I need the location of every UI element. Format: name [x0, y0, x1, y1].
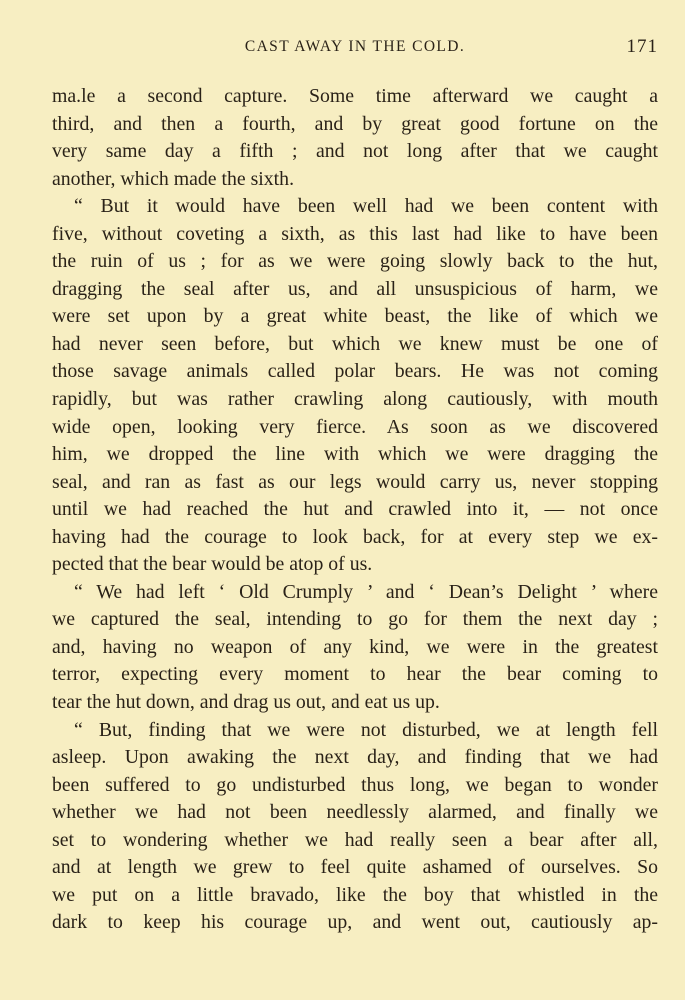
- text-line: the ruin of us ; for as we were going slowly back to the hut,: [52, 250, 658, 273]
- text-line: dark to keep his courage up, and went out, cautiously ap-: [52, 911, 658, 934]
- text-line: those savage animals called polar bears. He was not coming: [52, 360, 658, 383]
- text-line: wide open, looking very fierce. As soon as we discovered: [52, 415, 658, 438]
- text-line: “ But it would have been well had we been content with: [74, 195, 658, 218]
- text-line: dragging the seal after us, and all unsuspicious of harm, we: [52, 277, 658, 300]
- text-line: terror, expecting every moment to hear the bear coming to: [52, 663, 658, 686]
- text-line: were set upon by a great white beast, the like of which we: [52, 305, 658, 328]
- text-line: ma.le a second capture. Some time afterward we caught a: [52, 85, 658, 107]
- text-line: and at length we grew to feel quite ashamed of ourselves. So: [52, 856, 658, 879]
- text-line: whether we had not been needlessly alarmed, and finally we: [52, 801, 658, 824]
- text-line: pected that the bear would be atop of us.: [52, 553, 373, 576]
- text-line: until we had reached the hut and crawled into it, — not once: [52, 498, 658, 521]
- body-text: [52, 83, 658, 937]
- text-line: “ But, finding that we were not disturbed, we at length fell: [74, 718, 658, 741]
- text-line: another, which made the sixth.: [52, 167, 295, 190]
- text-line: set to wondering whether we had really seen a bear after all,: [52, 828, 658, 851]
- text-line: asleep. Upon awaking the next day, and finding that we had: [52, 746, 658, 769]
- text-line: we captured the seal, intending to go for them the next day ;: [52, 608, 658, 631]
- text-line: rapidly, but was rather crawling along cautiously, with mouth: [52, 388, 658, 411]
- text-line: “ We had left ‘ Old Crumply ’ and ‘ Dean’s Delight ’ where: [74, 580, 658, 603]
- text-line: tear the hut down, and drag us out, and eat us up.: [52, 691, 440, 714]
- running-title: CAST AWAY IN THE COLD.: [244, 38, 466, 55]
- text-line: had never seen before, but which we knew must be one of: [52, 332, 658, 355]
- text-line: and, having no weapon of any kind, we were in the greatest: [52, 635, 658, 658]
- text-line: him, we dropped the line with which we were dragging the: [52, 443, 658, 466]
- text-line: very same day a fifth ; and not long after that we caught: [52, 140, 658, 163]
- text-line: seal, and ran as fast as our legs would carry us, never stopping: [52, 470, 658, 493]
- text-line: five, without coveting a sixth, as this last had like to have been: [52, 222, 658, 245]
- page-number: 171: [626, 36, 658, 57]
- text-line: we put on a little bravado, like the boy that whistled in the: [52, 883, 658, 906]
- text-line: been suffered to go undisturbed thus long, we began to wonder: [52, 773, 658, 796]
- page-header: [52, 34, 658, 60]
- text-line: third, and then a fourth, and by great good fortune on the: [52, 112, 658, 135]
- text-line: having had the courage to look back, for at every step we ex-: [52, 525, 658, 548]
